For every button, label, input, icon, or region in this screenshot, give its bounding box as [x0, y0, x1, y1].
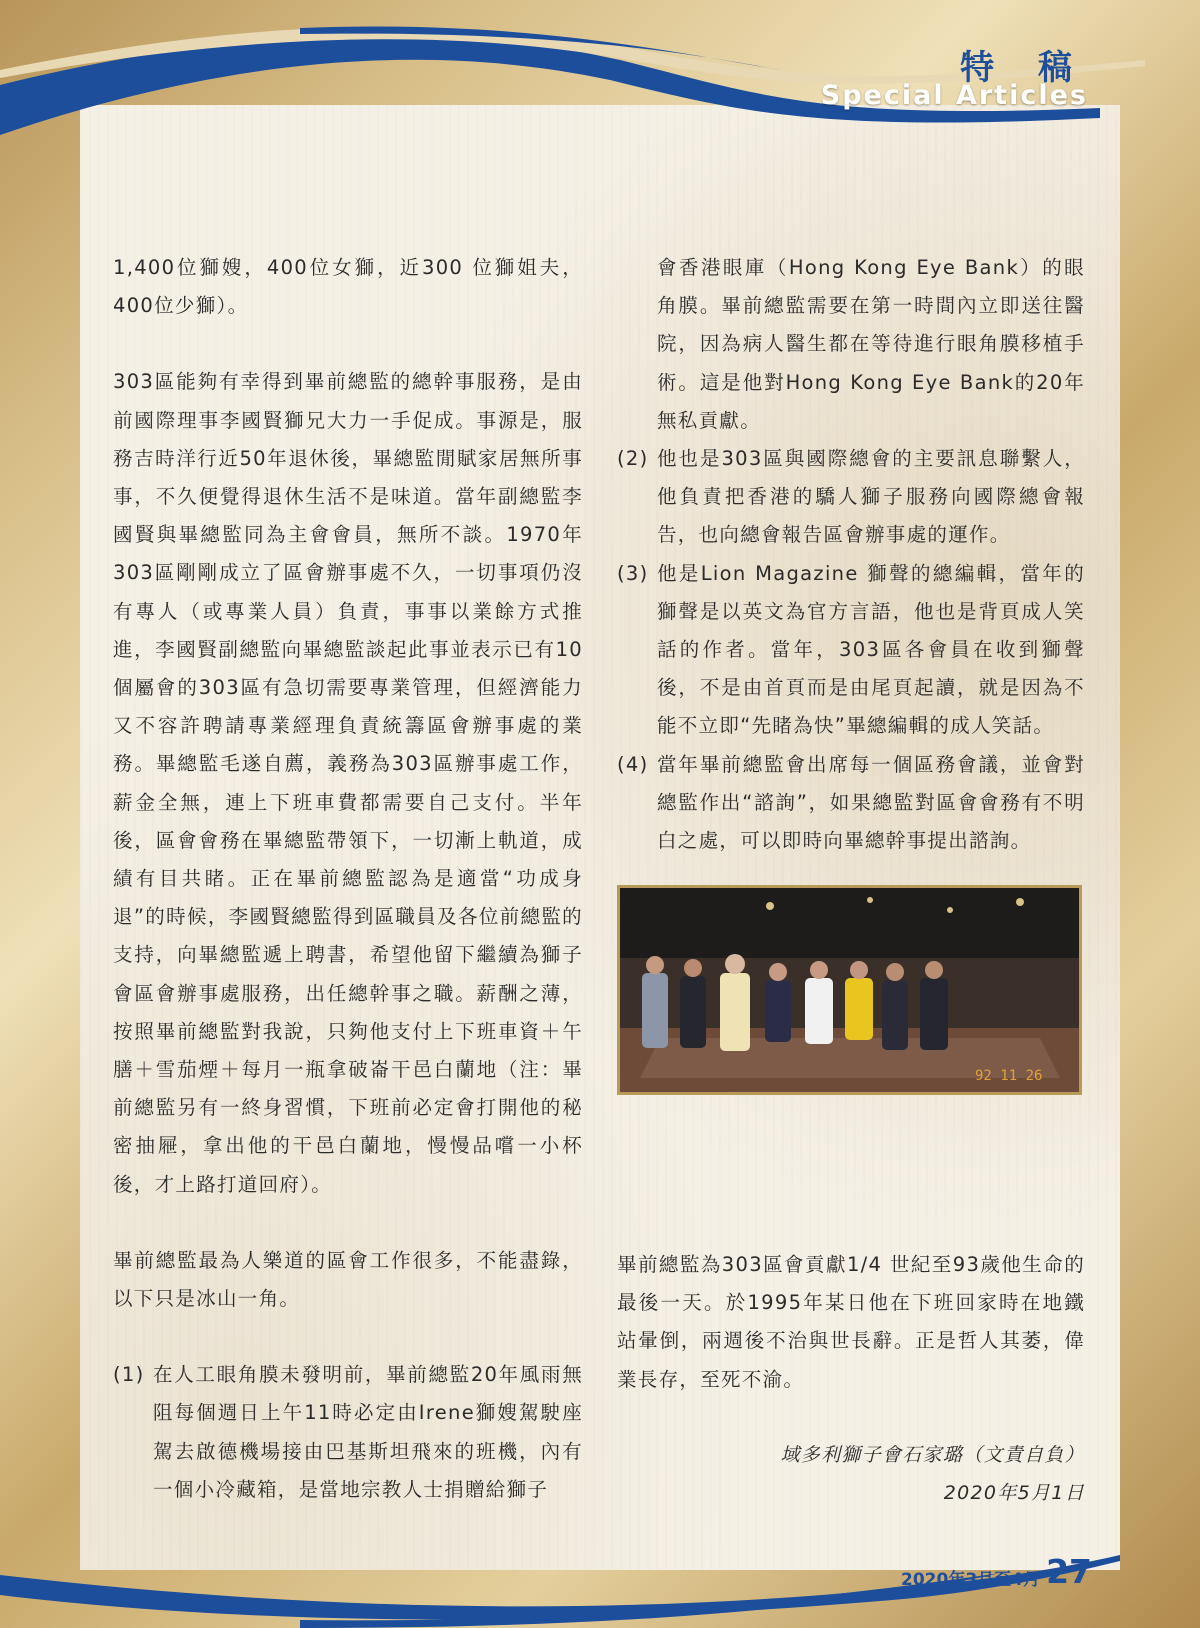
list-text: 他也是303區與國際總會的主要訊息聯繫人，他負責把香港的驕人獅子服務向國際總會報告，也向總會報告區會辦事處的運作。 [657, 447, 1085, 547]
author-signoff [780, 1436, 1085, 1512]
paragraph: 303區能夠有幸得到畢前總監的總幹事服務，是由前國際理事李國賢獅兄大力一手促成。事源是，服務吉時洋行近50年退休後，畢總監閒賦家居無所事事，不久便覺得退休生活不是味道。當年副總監李國賢與畢總監同為主會會員，無所不談。1970年303區剛剛成立了區會辦事處不久，一切事項仍沒有專人（或專業人員）負責，事事以業餘方式推進，李國賢副總監向畢總監談起此事並表示已有10個屬會的303區有急切需要專業管理，但經濟能力又不容許聘請專業經理負責統籌區會辦事處的業務。畢總監毛遂自薦，義務為303區辦事處工作，薪金全無，連上下班車費都需要自己支付。半年後，區會會務在畢總監帶領下，一切漸上軌道，成績有目共睹。正在畢前總監認為是適當“功成身退”的時候，李國賢總監得到區職員及各位前總監的支持，向畢總監遞上聘書，希望他留下繼續為獅子會區會辦事處服務，出任總幹事之職。薪酬之薄，按照畢前總監對我說，只夠他支付上下班車資＋午膳＋雪茄煙＋每月一瓶拿破崙干邑白蘭地（注：畢前總監另有一終身習慣，下班前必定會打開他的秘密抽屜，拿出他的干邑白蘭地，慢慢品嚐一小杯後，才上路打道回府）。 [113, 370, 583, 1196]
list-text: 在人工眼角膜未發明前，畢前總監20年風雨無阻每個週日上午11時必定由Irene獅嫂駕駛座駕去啟德機場接由巴基斯坦飛來的班機，內有一個小冷藏箱，是當地宗教人士捐贈給獅子 [153, 1363, 583, 1501]
left-column [113, 249, 583, 1509]
list-item [113, 1356, 583, 1509]
list-text: 他是Lion Magazine 獅聲的總編輯，當年的獅聲是以英文為官方言語，他也是背頁成人笑話的作者。當年，303區各會員在收到獅聲後，不是由首頁而是由尾頁起讀，就是因為不能不立即“先睹為快”畢總編輯的成人笑話。 [657, 561, 1085, 738]
right-column [617, 249, 1085, 860]
date-line: 2020年5月1日 [943, 1482, 1085, 1504]
closing-paragraph-block [617, 1246, 1085, 1399]
list-item [617, 555, 1085, 746]
author-line: 域多利獅子會石家璐（文責自負） [780, 1444, 1085, 1466]
list-item [617, 440, 1085, 555]
page-number: 27 [1046, 1552, 1092, 1591]
list-text: 會香港眼庫（Hong Kong Eye Bank）的眼角膜。畢前總監需要在第一時間內立即送往醫院，因為病人醫生都在等待進行眼角膜移植手術。這是他對Hong Kong Eye Bank的20年無私貢獻。 [657, 256, 1085, 432]
issue-date: 2020年3月至4月 [901, 1570, 1040, 1590]
photo-date-stamp: 92 11 26 [975, 1068, 1043, 1084]
list-number: (3) [617, 561, 649, 585]
paragraph: 1,400位獅嫂，400位女獅，近300 位獅姐夫，400位少獅）。 [113, 256, 583, 318]
list-number: (4) [617, 752, 649, 776]
list-number: (1) [113, 1363, 145, 1387]
group-photo [617, 885, 1082, 1095]
paragraph: 畢前總監為303區會貢獻1/4 世紀至93歲他生命的最後一天。於1995年某日他在下班回家時在地鐵站暈倒，兩週後不治與世長辭。正是哲人其萎，偉業長存，至死不渝。 [617, 1253, 1085, 1391]
list-number: (2) [617, 447, 649, 471]
list-text: 當年畢前總監會出席每一個區務會議，並會對總監作出“諮詢”，如果總監對區會會務有不明白之處，可以即時向畢總幹事提出諮詢。 [657, 752, 1085, 853]
paragraph: 畢前總監最為人樂道的區會工作很多，不能盡錄，以下只是冰山一角。 [113, 1248, 583, 1311]
list-item [617, 746, 1085, 861]
list-item-continued [617, 249, 1085, 440]
section-title: 特 稿 [960, 48, 1088, 88]
section-subtitle: Special Articles [820, 80, 1088, 111]
